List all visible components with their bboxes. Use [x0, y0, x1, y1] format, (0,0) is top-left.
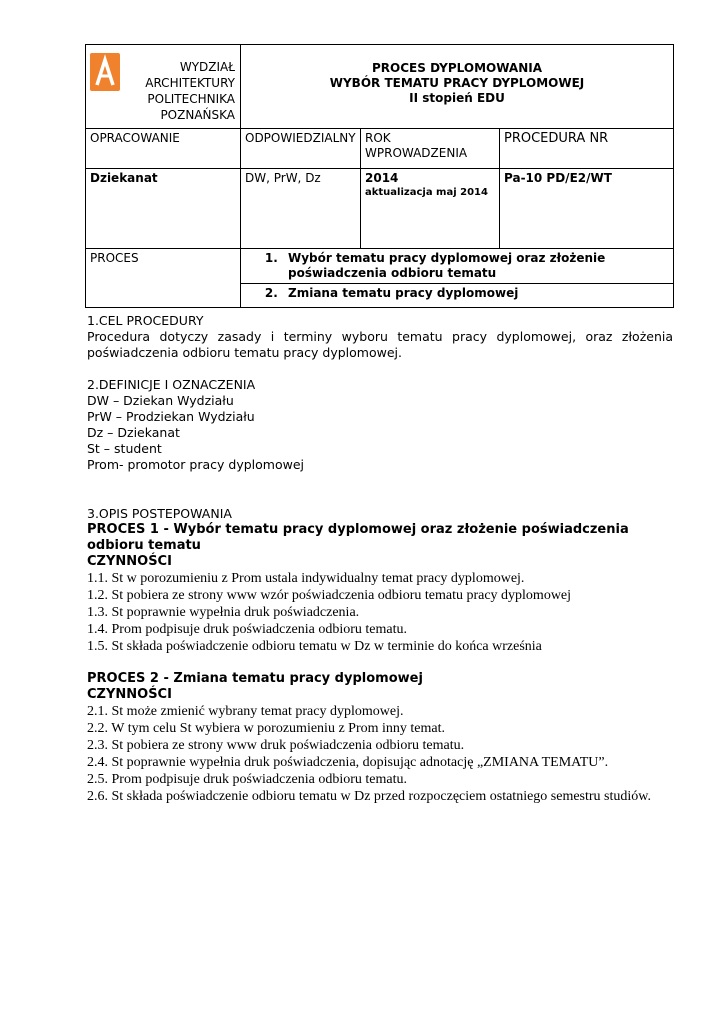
document-title [241, 45, 674, 129]
value-rok-cell [361, 169, 500, 249]
proces-item: 2. Zmiana tematu pracy dyplomowej [282, 286, 669, 301]
section-heading: 1.CEL PROCEDURY [87, 313, 204, 328]
title-line: WYBÓR TEMATU PRACY DYPLOMOWEJ [329, 76, 585, 90]
faculty-line: POZNAŃSKA [160, 108, 235, 122]
proces1-subheading: CZYNNOŚCI [87, 554, 172, 569]
proces-label: PROCES [86, 249, 241, 308]
proces2-step: 2.1. St może zmienić wybrany temat pracy dyplomowej. [87, 704, 404, 719]
faculty-logo-icon [90, 53, 120, 91]
proces-item: 1. Wybór tematu pracy dyplomowej oraz złożenie poświadczenia odbioru tematu [282, 251, 669, 281]
faculty-line: POLITECHNIKA [147, 92, 235, 106]
definition-item: DW – Dziekan Wydziału [87, 393, 234, 408]
proces1-step: 1.2. St pobiera ze strony www wzór poświadczenia odbioru tematu pracy dyplomowej [87, 588, 572, 603]
procedure-header-table [85, 44, 674, 308]
proces1-step: 1.5. St składa poświadczenie odbioru tematu w Dz w terminie do końca września [87, 639, 542, 654]
section-cel [87, 313, 673, 361]
proces1-step: 1.3. St poprawnie wypełnia druk poświadczenia. [87, 605, 360, 620]
section-proces2 [87, 671, 673, 805]
proces2-step: 2.5. Prom podpisuje druk poświadczenia odbioru tematu. [87, 772, 407, 787]
title-line: II stopień EDU [409, 91, 505, 105]
section-heading: 2.DEFINICJE I OZNACZENIA [87, 377, 256, 392]
col-header-opracowanie: OPRACOWANIE [86, 129, 241, 169]
logo-cell [86, 45, 241, 129]
value-aktualizacja: aktualizacja maj 2014 [365, 187, 488, 198]
proces1-step: 1.1. St w porozumieniu z Prom ustala indywidualny temat pracy dyplomowej. [87, 571, 525, 586]
definition-item: St – student [87, 441, 162, 456]
faculty-name [145, 59, 235, 123]
proces2-step: 2.3. St pobiera ze strony www druk poświadczenia odbioru tematu. [87, 738, 465, 753]
faculty-line: WYDZIAŁ [179, 60, 235, 74]
proces2-step: 2.2. W tym celu St wybiera w porozumieniu z Prom inny temat. [87, 721, 445, 736]
value-procedura: Pa-10 PD/E2/WT [500, 169, 674, 249]
col-header-procedura: PROCEDURA NR [500, 129, 674, 169]
value-odpowiedzialny: DW, PrW, Dz [241, 169, 361, 249]
col-header-rok: ROK WPROWADZENIA [361, 129, 500, 169]
definition-item: Dz – Dziekanat [87, 425, 180, 440]
proces1-step: 1.4. Prom podpisuje druk poświadczenia odbioru tematu. [87, 622, 407, 637]
proces2-step: 2.4. St poprawnie wypełnia druk poświadczenia, dopisując adnotację „ZMIANA TEMATU”. [87, 755, 609, 770]
proces2-title: PROCES 2 - Zmiana tematu pracy dyplomowej [87, 671, 423, 686]
section-definicje [87, 377, 673, 473]
value-opracowanie: Dziekanat [86, 169, 241, 249]
proces1-title: PROCES 1 - Wybór tematu pracy dyplomowej oraz złożenie poświadczenia odbioru tematu [87, 522, 629, 553]
proces2-step: 2.6. St składa poświadczenie odbioru tematu w Dz przed rozpoczęciem ostatniego semestru studiów. [87, 789, 651, 804]
col-header-odpowiedzialny: ODPOWIEDZIALNY [241, 129, 361, 169]
section-heading: 3.OPIS POSTEPOWANIA [87, 506, 232, 521]
section-text: Procedura dotyczy zasady i terminy wyboru tematu pracy dyplomowej, oraz złożenia poświadczenia odbioru tematu pracy dyplomowej. [87, 329, 673, 360]
proces-list-cell [241, 249, 674, 308]
faculty-line: ARCHITEKTURY [145, 76, 235, 90]
section-opis [87, 506, 673, 655]
value-rok: 2014 [365, 171, 399, 185]
definition-item: Prom- promotor pracy dyplomowej [87, 457, 304, 472]
proces2-subheading: CZYNNOŚCI [87, 687, 172, 702]
title-line: PROCES DYPLOMOWANIA [372, 61, 542, 75]
definition-item: PrW – Prodziekan Wydziału [87, 409, 255, 424]
